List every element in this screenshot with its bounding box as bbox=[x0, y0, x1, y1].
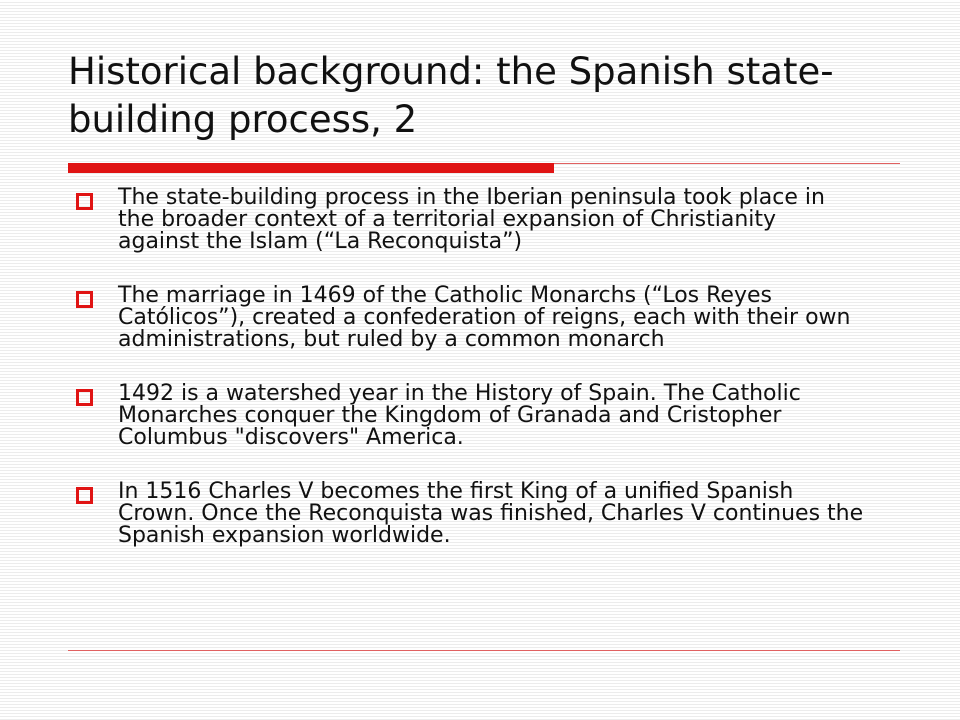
bullet-text: The state-building process in the Iberian peninsula took place in the broader context of a territorial expansion of Christianity against the Islam (“La Reconquista”) bbox=[118, 185, 825, 254]
bullet-item bbox=[74, 481, 864, 547]
bullet-text: In 1516 Charles V becomes the first King of a unified Spanish Crown. Once the Reconquista was finished, Charles V continues the Spanish expansion worldwide. bbox=[118, 479, 864, 548]
bullet-item bbox=[74, 383, 864, 449]
slide-title: Historical background: the Spanish state-building process, 2 bbox=[68, 50, 834, 141]
bullet-item bbox=[74, 285, 864, 351]
hollow-square-bullet-icon bbox=[76, 291, 93, 308]
title-accent-bar bbox=[68, 163, 554, 173]
bullet-item bbox=[74, 187, 864, 253]
hollow-square-bullet-icon bbox=[76, 193, 93, 210]
hollow-square-bullet-icon bbox=[76, 389, 93, 406]
footer-divider-line bbox=[68, 650, 900, 651]
hollow-square-bullet-icon bbox=[76, 487, 93, 504]
bullet-text: The marriage in 1469 of the Catholic Monarchs (“Los Reyes Católicos”), created a confederation of reigns, each with their own administrations, but ruled by a common monarch bbox=[118, 283, 851, 352]
bullet-text: 1492 is a watershed year in the History of Spain. The Catholic Monarches conquer the Kingdom of Granada and Cristopher Columbus "discovers" America. bbox=[118, 381, 801, 450]
bullet-list bbox=[74, 187, 864, 579]
